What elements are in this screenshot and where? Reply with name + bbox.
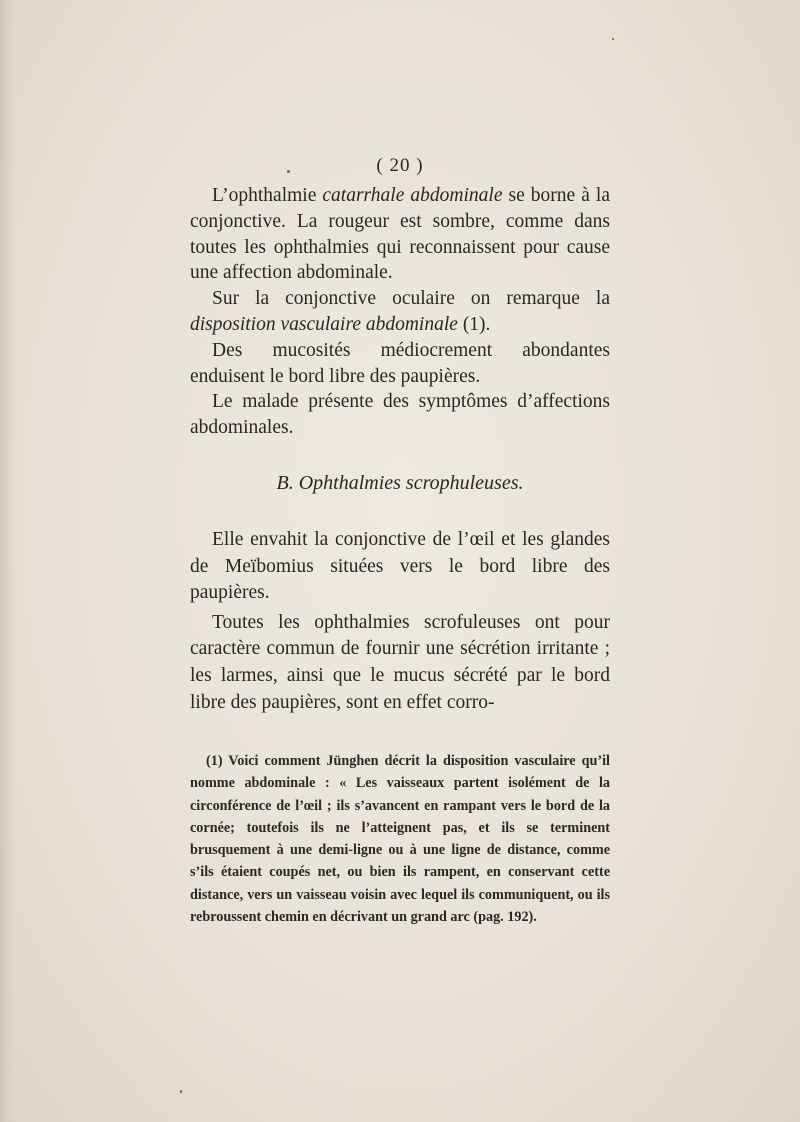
- main-text-block-b: [190, 527, 610, 716]
- main-text-block-a: [190, 183, 610, 441]
- paragraph-scrofuleuses: Toutes les ophthalmies scrofuleuses ont pour caractère commun de fournir une sécrétion irritante ; les larmes, ainsi que le mucus sécrété par le bord libre des paupières, sont en effet corro-: [190, 611, 610, 713]
- footnote-block: [190, 750, 610, 928]
- section-heading: B. Ophthalmies scrophuleuses.: [276, 472, 524, 494]
- paragraph-catarrhal: L’ophthalmie catarrhale abdominale se borne à la conjonctive. La rougeur est sombre, comme dans toutes les ophthalmies qui reconnaissent pour cause une affection abdominale.: [190, 185, 611, 284]
- ink-speck: [612, 38, 614, 40]
- page-number: ( 20 ): [376, 155, 424, 176]
- paragraph-envahit: Elle envahit la conjonctive de l’œil et les glandes de Meïbomius situées vers le bord libre des paupières.: [190, 529, 610, 604]
- footnote-1: (1) Voici comment Jünghen décrit la disposition vasculaire qu’il nomme abdominale : « Les vaisseaux partent isolément de la circonférence de l’œil ; ils s’avancent en rampant vers le bord de la cornée; toutefois ils ne l’atteignent pas, et ils se terminent brusquement à une demi-ligne ou à une ligne de distance, comme s’ils étaient coupés net, ou bien ils rampent, en conservant cette distance, vers un vaisseau voisin avec lequel ils communiquent, ou ils rebroussent chemin en décrivant un grand arc (pag. 192).: [190, 753, 610, 926]
- paragraph-symptoms: Le malade présente des symptômes d’affections abdominales.: [190, 391, 610, 439]
- paragraph-mucosites: Des mucosités médiocrement abondantes enduisent le bord libre des paupières.: [190, 339, 610, 387]
- ink-speck: [287, 170, 290, 173]
- ink-speck: [180, 1090, 182, 1093]
- paragraph-conjunctiva: Sur la conjonctive oculaire on remarque la disposition vasculaire abdominale (1).: [190, 288, 610, 335]
